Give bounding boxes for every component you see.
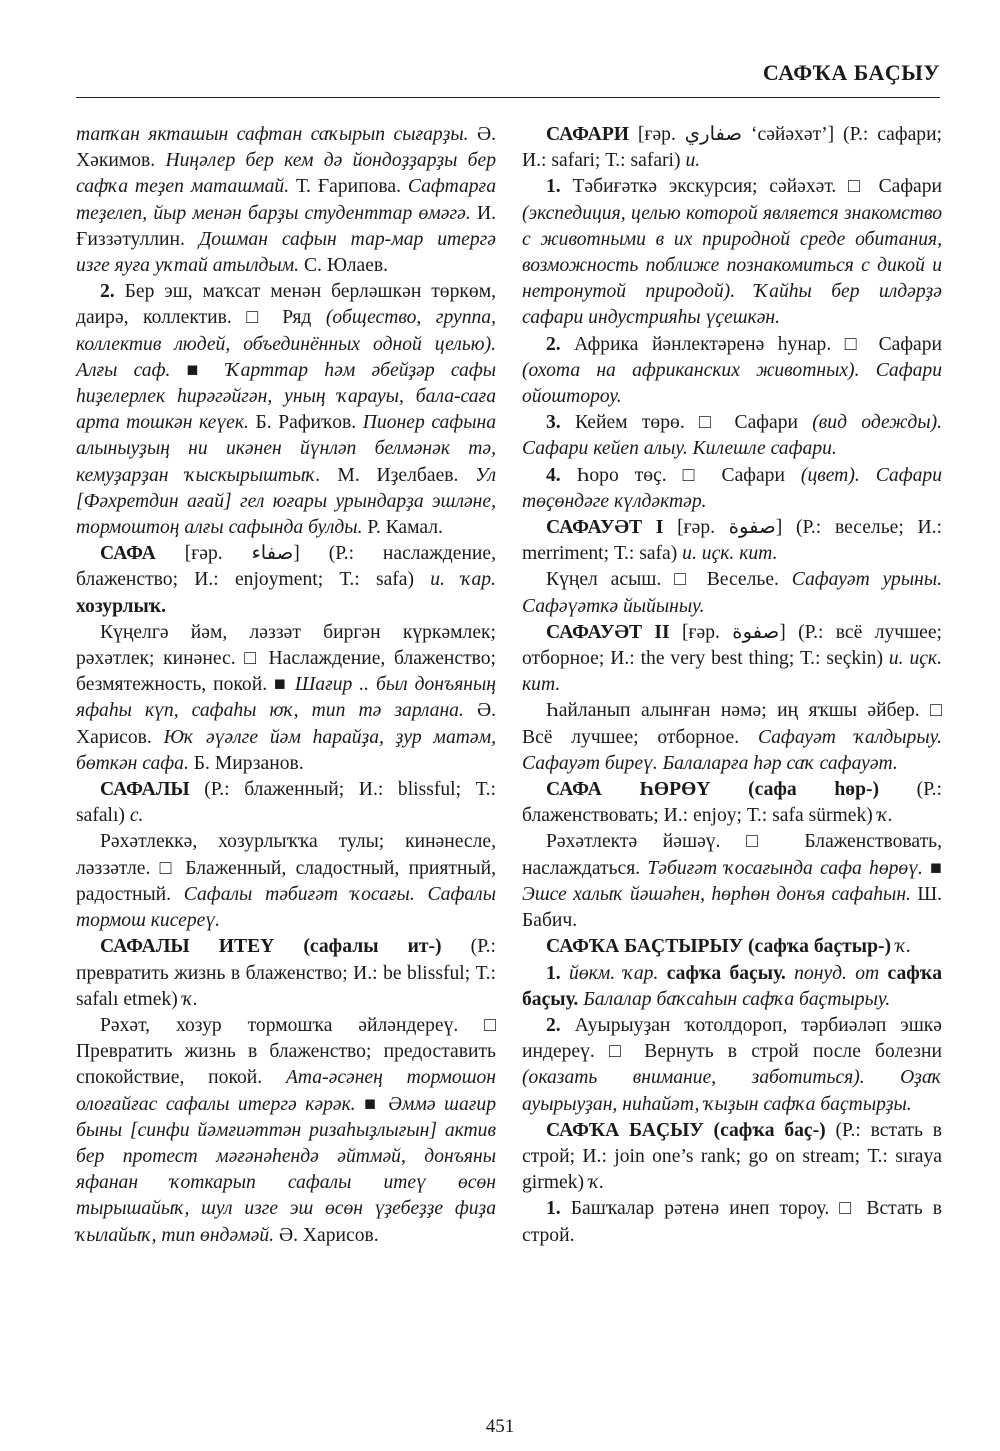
text-run: ҡ. bbox=[877, 805, 893, 827]
text-run: САФАУӘТ I bbox=[546, 517, 678, 539]
sense-paragraph bbox=[522, 1013, 942, 1118]
entry-safka-bastyryu bbox=[522, 934, 942, 960]
definition-paragraph bbox=[522, 698, 942, 777]
entry-safaly bbox=[76, 777, 496, 829]
text-run: (оказать внимание, заботиться). Оҙаҡ ауырыуҙан, ниһайәт, ҡыҙын сафҡа баҫтырҙы. bbox=[522, 1067, 942, 1115]
text-run: Сафауәт урыны. Сафәүәткә йыйыныу. bbox=[522, 569, 943, 617]
sense-paragraph bbox=[522, 332, 942, 411]
text-run: и. иҫк. кит. bbox=[522, 648, 942, 696]
right-column bbox=[522, 122, 942, 1249]
text-run: САФАЛЫ ИТЕҮ (сафалы ит-) bbox=[100, 936, 471, 958]
text-run: Тәбиғәт ҡосағында сафа һөрөү. bbox=[647, 857, 931, 879]
text-run: САФҠА БАҪЫУ (сафҡа баҫ-) bbox=[546, 1119, 836, 1141]
text-run: Ауырыуҙан ҡотолдороп, тәрбиәләп эшкә индереү. bbox=[522, 1014, 942, 1063]
text-run: □ bbox=[844, 333, 879, 355]
sense-paragraph bbox=[522, 961, 942, 1013]
text-run: Кейем төрө. bbox=[574, 412, 700, 434]
text-run: Т. Ғарипова. bbox=[296, 176, 408, 198]
text-run: Б. Рафиҡов. bbox=[255, 412, 363, 434]
text-run: Африка йәнлектәренә һунар. bbox=[574, 333, 845, 355]
text-run: сафҡа баҫыу. bbox=[666, 962, 795, 984]
text-run: ■ bbox=[364, 1093, 389, 1115]
text-run: Блаженствовать, наслаждаться. bbox=[522, 831, 942, 879]
text-run: Ата-әсәнең тормошон олоғайғас сафалы итергә кәрәк. bbox=[76, 1067, 497, 1115]
text-run: Рәхәтлектә йәшәү. bbox=[546, 831, 747, 853]
definition-paragraph bbox=[522, 829, 942, 934]
text-run: Күңел асыш. bbox=[546, 569, 675, 591]
text-run: Әммә шағир быны [синфи йәмғиәттән ризаһыҙлығын] актив бер протест мәғәнәһендә әйтмәй, донъяны яфанан ҡоткарып сафалы итеү өсөн тырышайыҡ, шул изге эш өсөн үҙебеҙҙе фиҙа ҡылайыҡ, тип өндәмәй. bbox=[76, 1093, 496, 1246]
text-run: С. Юлаев. bbox=[303, 255, 389, 277]
text-run: Сафтарға теҙелеп, йыр менән барҙы студенттар өмәгә. bbox=[76, 176, 496, 224]
text-run: Сафари bbox=[721, 464, 801, 486]
text-run: Сафауәт ҡалдырыу. Сафауәт биреү. Балаларға һәр саҡ сафауәт. bbox=[522, 726, 942, 774]
sense-paragraph bbox=[522, 1196, 942, 1248]
text-run: Ш. Бабич. bbox=[522, 883, 942, 932]
text-run: (экспедиция, целью которой является знакомство с животными в их природной среде обитания, возможность поближе познакомиться с дикой и нетронутой природой). Ҡайһы бер илдәрҙә сафари индустрияһы үҫешкән. bbox=[522, 202, 942, 329]
text-run: □ bbox=[484, 1014, 496, 1036]
text-run: САФА ҺӨРӨҮ (сафа һөр-) bbox=[546, 779, 917, 801]
text-run: Ә. Харисов. bbox=[76, 700, 496, 748]
text-run: САФАРИ bbox=[546, 124, 638, 145]
text-run: Сафалы тәбиғәт ҡосағы. Сафалы тормош кисереү. bbox=[76, 883, 496, 932]
text-run: И. Ғиззәтуллин. bbox=[76, 202, 496, 250]
text-run: Ә. Хәкимов. bbox=[76, 124, 496, 172]
text-run: Ә. Харисов. bbox=[278, 1224, 379, 1246]
text-run: ■ bbox=[274, 674, 295, 696]
text-run: йөкм. ҡар. bbox=[569, 962, 667, 984]
text-run: (Р.: встать в строй; И.: join one’s rank; go on stream; Т.: sıraya girmek) bbox=[522, 1119, 942, 1194]
text-run: Юҡ әүәлге йәм һарайҙа, ҙур матәм, бөткән сафа. bbox=[76, 726, 496, 774]
text-run: хозурлыҡ. bbox=[76, 595, 167, 617]
text-run: 1. bbox=[546, 176, 573, 198]
text-run: Веселье. bbox=[706, 569, 792, 591]
text-run: сафҡа баҫыу. bbox=[522, 962, 942, 1010]
sense-paragraph bbox=[76, 279, 496, 541]
text-run: Наслаждение, блаженство; безмятежность, покой. bbox=[76, 648, 496, 696]
text-run: Пионер сафына алыныуҙың ни икәнен йүнләп белмәнәк тә, кемуҙарҙан ҡыскырыштыҡ. bbox=[76, 412, 497, 486]
text-run: (общество, группа, коллектив людей, объединённых одной целью). Алғы саф. bbox=[76, 307, 496, 381]
text-run: (Р.: превратить жизнь в блаженство; И.: be blissful; Т.: safalı etmek) bbox=[76, 936, 496, 1010]
text-run: 1. bbox=[546, 1198, 571, 1220]
entry-safari bbox=[522, 122, 942, 174]
text-run: ■ bbox=[930, 857, 942, 879]
entry-safa-horou bbox=[522, 777, 942, 829]
text-run: и. bbox=[685, 150, 701, 172]
sense-paragraph bbox=[522, 174, 942, 331]
definition-paragraph bbox=[76, 620, 496, 777]
paragraph bbox=[76, 122, 496, 279]
entry-safa bbox=[76, 541, 496, 620]
text-run: 2. bbox=[546, 1014, 575, 1036]
header-rule bbox=[76, 97, 940, 98]
text-run: [ғәр. صفوة] (Р.: веселье; И.: merriment; Т.: safa) bbox=[522, 517, 942, 565]
text-run: Сафари bbox=[878, 333, 943, 355]
text-run: □ bbox=[609, 1041, 645, 1063]
entry-safauet-1 bbox=[522, 515, 942, 567]
text-run: Күңелгә йәм, ләззәт биргән күркәмлек; рәхәтлек; кинәнес. bbox=[76, 621, 496, 670]
text-run: (вид одежды). Сафари кейеп алыу. Килешле сафари. bbox=[522, 412, 943, 460]
text-run: 4. bbox=[546, 464, 577, 486]
text-run: Һайланып алынған нәмә; иң яҡшы әйбер. bbox=[546, 700, 931, 722]
text-run: [ғәр. صفاء] (Р.: наслаждение, блаженство; И.: enjoyment; Т.: safa) bbox=[76, 543, 497, 591]
text-run: [ғәр. صفاري ‘сәйәхәт’] (Р.: сафари; И.: safari; Т.: safari) bbox=[522, 124, 942, 172]
text-run: Балалар баҡсаһын сафҡа баҫтырыу. bbox=[583, 988, 891, 1010]
text-run: [ғәр. صفوة] (Р.: всё лучшее; отборное; И.: the very best thing; Т.: seçkin) bbox=[522, 621, 942, 670]
text-run: САФАЛЫ bbox=[100, 779, 205, 801]
definition-paragraph bbox=[76, 1013, 496, 1249]
entry-safaly-iteu bbox=[76, 934, 496, 1013]
running-title: САФҠА БАҪЫУ bbox=[762, 60, 940, 85]
text-run: Бер эш, маҡсат менән берләшкән төркөм, даирә, коллектив. bbox=[76, 281, 497, 329]
text-run: ҡ. bbox=[895, 936, 912, 958]
text-run: Ул [Фәхретдин ағай] гел юғары урындарҙа эшләне, тормоштоң алғы сафында булды. bbox=[76, 464, 497, 539]
text-run: М. Иҙелбаев. bbox=[337, 464, 476, 486]
left-column bbox=[76, 122, 496, 1249]
text-run: Тәбиғәткә экскурсия; сәйәхәт. bbox=[572, 176, 849, 198]
text-run: Всё лучшее; отборное. bbox=[522, 726, 758, 748]
text-run: Превратить жизнь в блаженство; предоставить спокойствие, покой. bbox=[76, 1041, 496, 1089]
text-run: □ bbox=[839, 1198, 867, 1220]
sense-paragraph bbox=[522, 410, 942, 462]
definition-paragraph bbox=[76, 829, 496, 934]
text-run: □ bbox=[246, 307, 283, 329]
text-run: 1. bbox=[546, 962, 570, 984]
text-run: САФҠА БАҪТЫРЫУ (сафҡа баҫтыр-) bbox=[546, 936, 896, 958]
text-run: (цвет). Сафари төҫөндәге күлдәктәр. bbox=[522, 464, 943, 512]
page-number: 451 bbox=[485, 1416, 515, 1437]
definition-paragraph bbox=[522, 567, 942, 619]
text-run: Башҡалар рәтенә инеп тороу. bbox=[570, 1198, 840, 1220]
text-run: САФАУӘТ II bbox=[546, 621, 682, 643]
text-run: □ bbox=[930, 700, 942, 722]
text-run: □ bbox=[848, 176, 879, 198]
text-run: 2. bbox=[100, 281, 125, 303]
text-run: Встать в строй. bbox=[522, 1198, 942, 1246]
text-run: (Р.: блаженствовать; И.: enjoy; Т.: safa sürmek) bbox=[522, 779, 942, 827]
text-run: и. ҡар. bbox=[430, 569, 496, 591]
text-run: Ряд bbox=[282, 307, 326, 329]
text-run: □ bbox=[746, 831, 805, 853]
text-run: Сафари bbox=[734, 412, 813, 434]
text-run: Ҡарттар һәм әбейҙәр сафы һиҙелерлек һирәгәйгән, уның ҡарауы, бала-саға арта тошкән кеүек. bbox=[76, 359, 497, 434]
text-run: □ bbox=[674, 569, 707, 591]
entry-safka-basyu bbox=[522, 1118, 942, 1197]
text-run: Б. Мирзанов. bbox=[193, 752, 304, 774]
text-run: (охота на африканских животных). Сафари ойоштороу. bbox=[522, 359, 942, 408]
text-run: тапҡан якташын сафтан саҡырып сығарҙы. bbox=[76, 124, 477, 145]
text-run: Блаженный, сладостный, приятный, радостный. bbox=[76, 857, 497, 905]
text-run: □ bbox=[682, 464, 722, 486]
text-run: ҡ. bbox=[588, 1172, 605, 1194]
text-run: Рәхәтлеккә, хозурлыҡҡа тулы; кинәнесле, ләззәтле. bbox=[76, 831, 496, 879]
text-run: понуд. от bbox=[794, 962, 888, 984]
text-run: □ bbox=[699, 412, 735, 434]
text-run: с. bbox=[129, 805, 144, 827]
text-run: □ bbox=[159, 857, 186, 879]
text-run: Сафари bbox=[878, 176, 943, 198]
text-run: Шағир .. был донъяның яфаһы күп, сафаһы юҡ, тип тә зарлана. bbox=[76, 674, 497, 722]
text-run: Вернуть в строй после болезни bbox=[644, 1041, 942, 1063]
text-run: Эшсе халыҡ йәшәһен, һөрһөн донъя сафаһын. bbox=[522, 883, 918, 905]
text-run: ■ bbox=[186, 359, 226, 381]
entry-safauet-2 bbox=[522, 620, 942, 699]
text-run: и. иҫк. кит. bbox=[682, 543, 778, 565]
sense-paragraph bbox=[522, 463, 942, 515]
text-run: ҡ. bbox=[182, 988, 198, 1010]
text-run: Һоро төҫ. bbox=[576, 464, 683, 486]
text-run: (Р.: блаженный; И.: blissful; Т.: safalı) bbox=[76, 779, 496, 827]
text-run: Р. Камал. bbox=[367, 517, 443, 539]
text-run: □ bbox=[244, 648, 269, 670]
text-run: 2. bbox=[546, 333, 575, 355]
text-run: Рәхәт, хозур тормошҡа әйләндереү. bbox=[100, 1014, 485, 1036]
text-run: САФА bbox=[100, 543, 185, 565]
text-run: 3. bbox=[546, 412, 575, 434]
text-run: Дошман сафын тар-мар итергә изге яуға уҡтай атылдым. bbox=[76, 228, 497, 277]
text-run: Ниңәлер бер кем дә йондоҙҙарҙы бер сафҡа теҙеп маташмай. bbox=[76, 150, 496, 198]
